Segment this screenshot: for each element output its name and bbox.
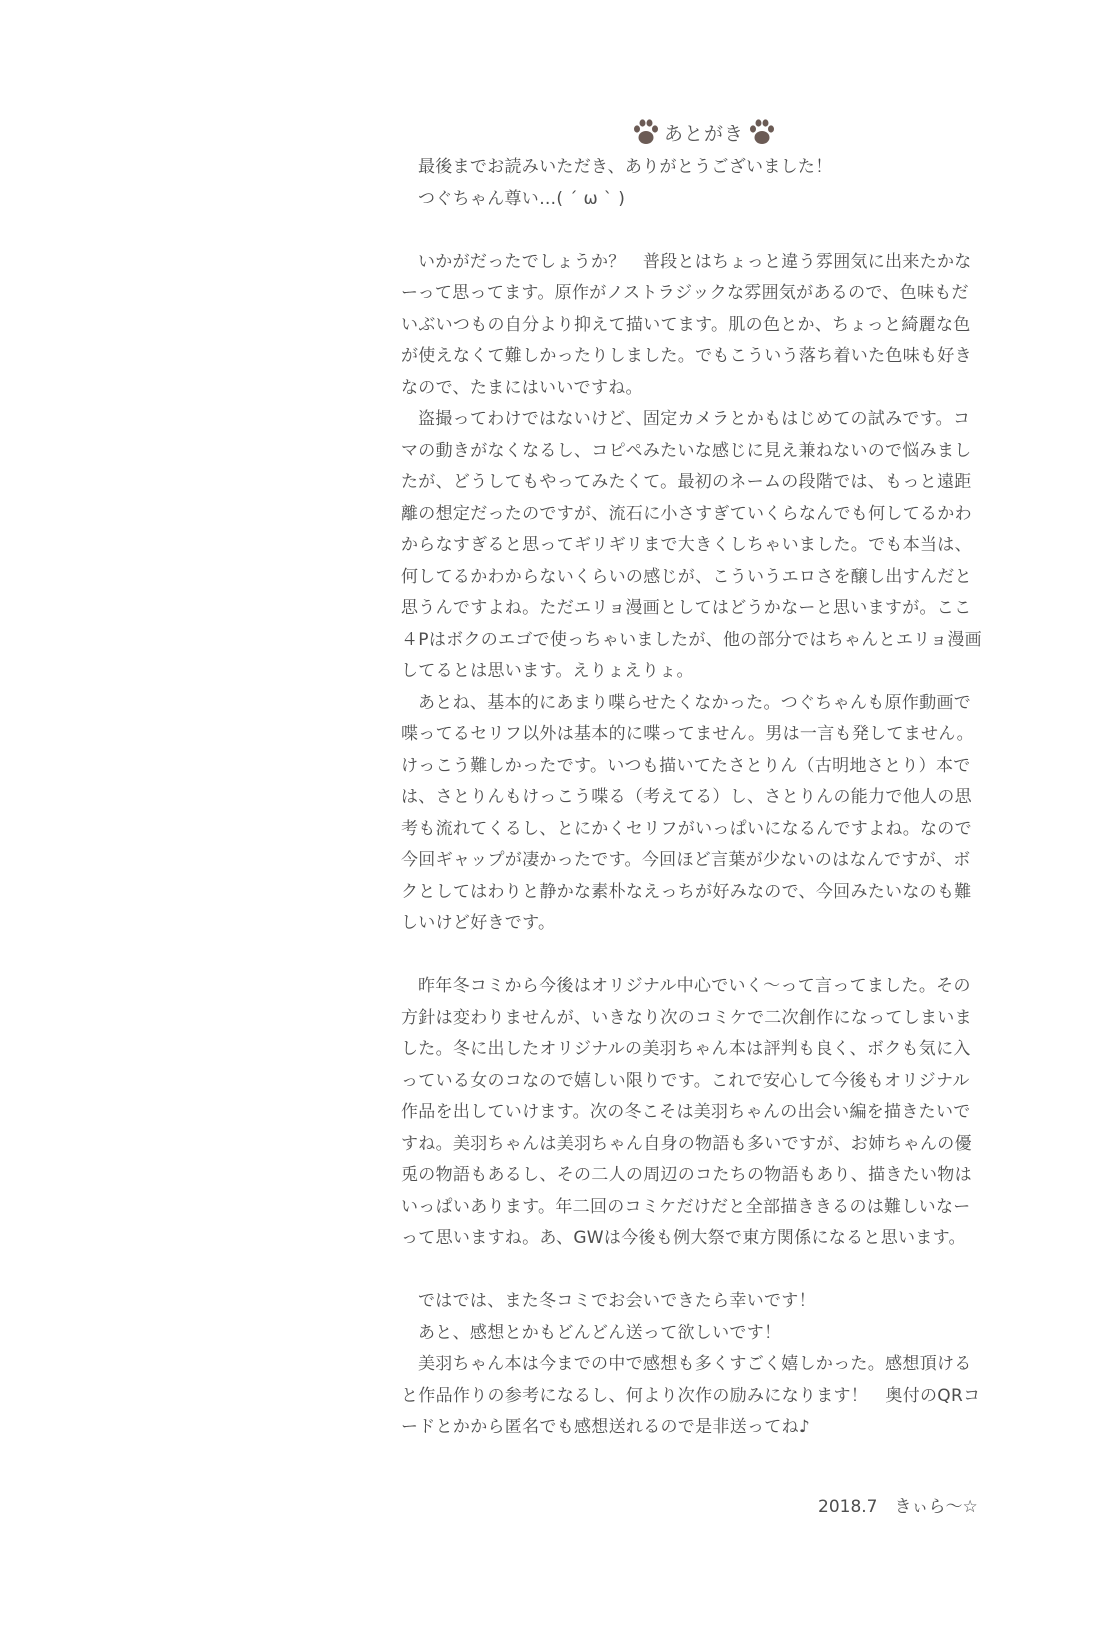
- text-line: しいけど好きです。: [401, 913, 556, 933]
- paw-print-icon: [630, 118, 660, 146]
- text-line: つぐちゃん尊い…( ´ ω ` ): [418, 188, 626, 209]
- text-line: 離の想定だったのですが、流石に小さすぎていくらなんでも何してるかわ: [401, 503, 972, 524]
- text-line: 喋ってるセリフ以外は基本的に喋ってません。男は一言も発してません。: [401, 724, 974, 744]
- text-line: ーって思ってます。原作がノストラジックな雰囲気があるので、色味もだ: [401, 283, 969, 303]
- text-line: 方針は変わりませんが、いきなり次のコミケで二次創作になってしまいま: [401, 1007, 972, 1028]
- text-line: ではでは、また冬コミでお会いできたら幸いです！: [418, 1291, 816, 1311]
- text-line: 盗撮ってわけではないけど、固定カメラとかもはじめての試みです。コ: [418, 409, 971, 429]
- text-line: マの動きがなくなるし、コピペみたいな感じに見え兼ねないので悩みまし: [401, 440, 972, 461]
- text-line: なので、たまにはいいですね。: [401, 377, 643, 398]
- text-line: は、さとりんもけっこう喋る（考えてる）し、さとりんの能力で他人の思: [401, 787, 972, 807]
- paragraph-spacer: [401, 1255, 1005, 1287]
- text-line: 最後までお読みいただき、ありがとうございました！: [418, 157, 833, 177]
- text-line: 昨年冬コミから今後はオリジナル中心でいく～って言ってました。その: [418, 976, 971, 996]
- paw-print-icon: [748, 118, 778, 146]
- page-title: あとがき: [664, 122, 745, 145]
- text-line: あと、感想とかもどんどん送って欲しいです！: [418, 1322, 782, 1343]
- text-line: たが、どうしてもやってみたくて。最初のネームの段階では、もっと遠距: [401, 472, 972, 492]
- text-line: 作品を出していけます。次の冬こそは美羽ちゃんの出会い編を描きたいで: [401, 1102, 971, 1122]
- text-line: 今回ギャップが凄かったです。今回ほど言葉が少ないのはなんですが、ボ: [401, 850, 971, 870]
- text-line: 美羽ちゃん本は今までの中で感想も多くすごく嬉しかった。感想頂ける: [418, 1354, 972, 1374]
- text-line: と作品作りの参考になるし、何より次作の励みになります！ 奥付のQRコ: [401, 1385, 981, 1406]
- text-line: 何してるかわからないくらいの感じが、こういうエロさを醸し出すんだと: [401, 566, 972, 587]
- text-line: してるとは思います。えりょえりょ。: [401, 661, 694, 681]
- signature: 2018.7 きぃら～☆: [818, 1497, 978, 1517]
- text-line: すね。美羽ちゃんは美羽ちゃん自身の物語も多いですが、お姉ちゃんの優: [401, 1133, 972, 1154]
- text-line: した。冬に出したオリジナルの美羽ちゃん本は評判も良く、ボクも気に入: [401, 1039, 971, 1059]
- paragraph-spacer: [401, 940, 1005, 972]
- text-line: いっぱいあります。年二回のコミケだけだと全部描ききるのは難しいなー: [401, 1196, 971, 1217]
- text-line: って思いますね。あ、GWは今後も例大祭で東方関係になると思います。: [401, 1228, 966, 1248]
- text-line: っている女のコなので嬉しい限りです。これで安心して今後もオリジナル: [401, 1070, 970, 1091]
- afterword-heading: [630, 118, 778, 146]
- text-line: が使えなくて難しかったりしました。でもこういう落ち着いた色味も好き: [401, 346, 972, 366]
- text-line: ードとかから匿名でも感想送れるので是非送ってね♪: [401, 1417, 811, 1437]
- text-line: 兎の物語もあるし、その二人の周辺のコたちの物語もあり、描きたい物は: [401, 1165, 972, 1185]
- text-line: からなすぎると思ってギリギリまで大きくしちゃいました。でも本当は、: [401, 535, 972, 555]
- afterword-body: [401, 152, 1005, 1444]
- text-line: ４Pはボクのエゴで使っちゃいましたが、他の部分ではちゃんとエリョ漫画: [401, 629, 982, 650]
- text-line: クとしてはわりと静かな素朴なえっちが好みなので、今回みたいなのも難: [401, 881, 972, 902]
- text-line: いかがだったでしょうか？ 普段とはちょっと違う雰囲気に出来たかな: [418, 251, 972, 272]
- text-line: 思うんですよね。ただエリョ漫画としてはどうかなーと思いますが。ここ: [401, 598, 972, 618]
- text-line: けっこう難しかったです。いつも描いてたさとりん（古明地さとり）本で: [401, 755, 971, 776]
- text-line: あとね、基本的にあまり喋らせたくなかった。つぐちゃんも原作動画で: [418, 692, 972, 713]
- paragraph-spacer: [401, 215, 1005, 247]
- text-line: いぶいつもの自分より抑えて描いてます。肌の色とか、ちょっと綺麗な色: [401, 314, 971, 335]
- text-line: 考も流れてくるし、とにかくセリフがいっぱいになるんですよね。なので: [401, 818, 972, 839]
